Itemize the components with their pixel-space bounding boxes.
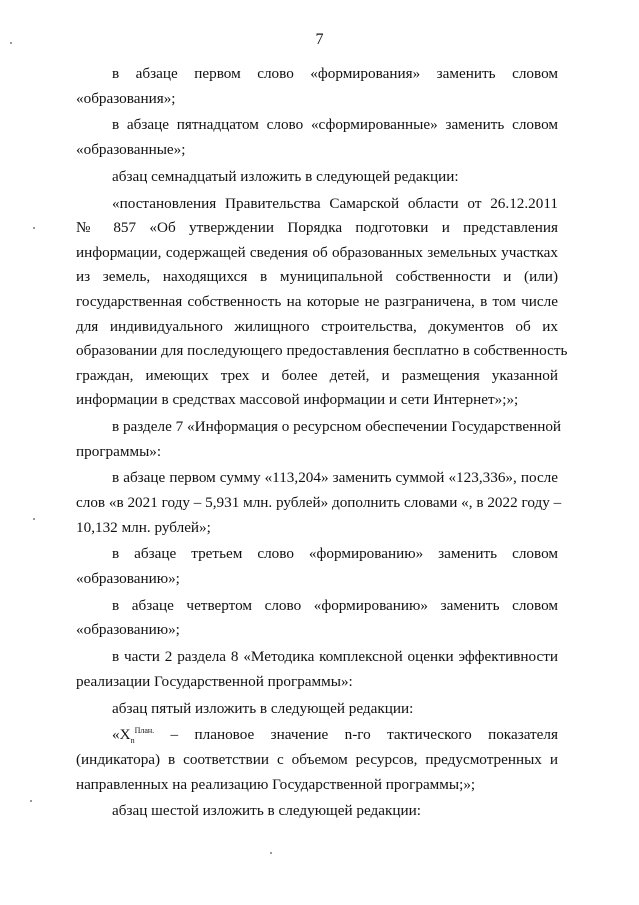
paragraph bbox=[76, 62, 558, 111]
paragraph bbox=[76, 113, 558, 162]
text-line: «образования»; bbox=[76, 89, 176, 107]
text-line: информации, содержащей сведения об образованных земельных участках bbox=[76, 243, 558, 261]
text-line: государственная собственность на которые не разграничена, в том числе bbox=[76, 292, 558, 310]
formula-description: – плановое значение n-го тактического показателя bbox=[154, 726, 558, 744]
text-line: в абзаце первом слово «формирования» заменить словом bbox=[112, 65, 558, 82]
document-body bbox=[76, 62, 568, 826]
scan-speck bbox=[270, 852, 272, 854]
text-line: «постановления Правительства Самарской области от 26.12.2011 bbox=[112, 194, 558, 212]
paragraph bbox=[76, 542, 558, 591]
scan-speck bbox=[10, 42, 12, 44]
text-line: программы»: bbox=[76, 442, 162, 460]
paragraph bbox=[76, 594, 558, 643]
formula-subscript: n bbox=[130, 736, 135, 746]
text-line: образовании для последующего предоставления бесплатно в собственность bbox=[76, 342, 568, 360]
text-line: в разделе 7 «Информация о ресурсном обеспечении Государственной bbox=[112, 418, 562, 436]
text-line: информации в средствах массовой информации и сети Интернет»;»; bbox=[76, 391, 519, 409]
text-line: абзац семнадцатый изложить в следующей редакции: bbox=[112, 167, 459, 185]
page-number: 7 bbox=[315, 31, 324, 48]
text-line: реализации Государственной программы»: bbox=[76, 672, 353, 690]
formula-superscript: План. bbox=[134, 726, 155, 736]
paragraph bbox=[76, 799, 558, 824]
text-line: в абзаце первом сумму «113,204» заменить суммой «123,336», после bbox=[112, 469, 558, 487]
formula-line bbox=[76, 723, 558, 748]
text-line: в абзаце пятнадцатом слово «сформированные» заменить словом bbox=[112, 116, 558, 134]
text-line: граждан, имеющих трех и более детей, и размещения указанной bbox=[76, 366, 558, 384]
text-line: № 857 «Об утверждении Порядка подготовки и представления bbox=[76, 219, 558, 237]
scan-speck bbox=[30, 800, 32, 802]
text-line: из земель, находящихся в муниципальной собственности и (или) bbox=[76, 268, 558, 286]
formula-symbol: «X bbox=[112, 726, 131, 744]
paragraph bbox=[76, 723, 558, 797]
paragraph bbox=[76, 165, 558, 190]
scan-speck bbox=[33, 518, 35, 520]
paragraph bbox=[76, 645, 558, 694]
text-line: слов «в 2021 году – 5,931 млн. рублей» дополнить словами «, в 2022 году – bbox=[76, 494, 562, 512]
text-line: направленных на реализацию Государственной программы;»; bbox=[76, 775, 476, 793]
paragraph bbox=[76, 466, 562, 540]
paragraph bbox=[76, 697, 558, 722]
text-line: абзац пятый изложить в следующей редакции: bbox=[112, 699, 414, 717]
text-line: «образованию»; bbox=[76, 621, 180, 639]
text-line: в части 2 раздела 8 «Методика комплексной оценки эффективности bbox=[112, 648, 558, 666]
text-line: «образованию»; bbox=[76, 570, 180, 587]
text-line: для индивидуального жилищного строительства, документов об их bbox=[76, 317, 558, 335]
paragraph bbox=[76, 415, 562, 464]
text-line: в абзаце четвертом слово «формированию» заменить словом bbox=[112, 596, 558, 614]
text-line: в абзаце третьем слово «формированию» заменить словом bbox=[112, 545, 558, 563]
text-line: (индикатора) в соответствии с объемом ресурсов, предусмотренных и bbox=[76, 750, 558, 768]
text-line: 10,132 млн. рублей»; bbox=[76, 518, 211, 536]
paragraph bbox=[76, 192, 568, 413]
text-line: «образованные»; bbox=[76, 140, 186, 158]
text-line: абзац шестой изложить в следующей редакции: bbox=[112, 802, 421, 820]
scan-speck bbox=[33, 227, 35, 229]
